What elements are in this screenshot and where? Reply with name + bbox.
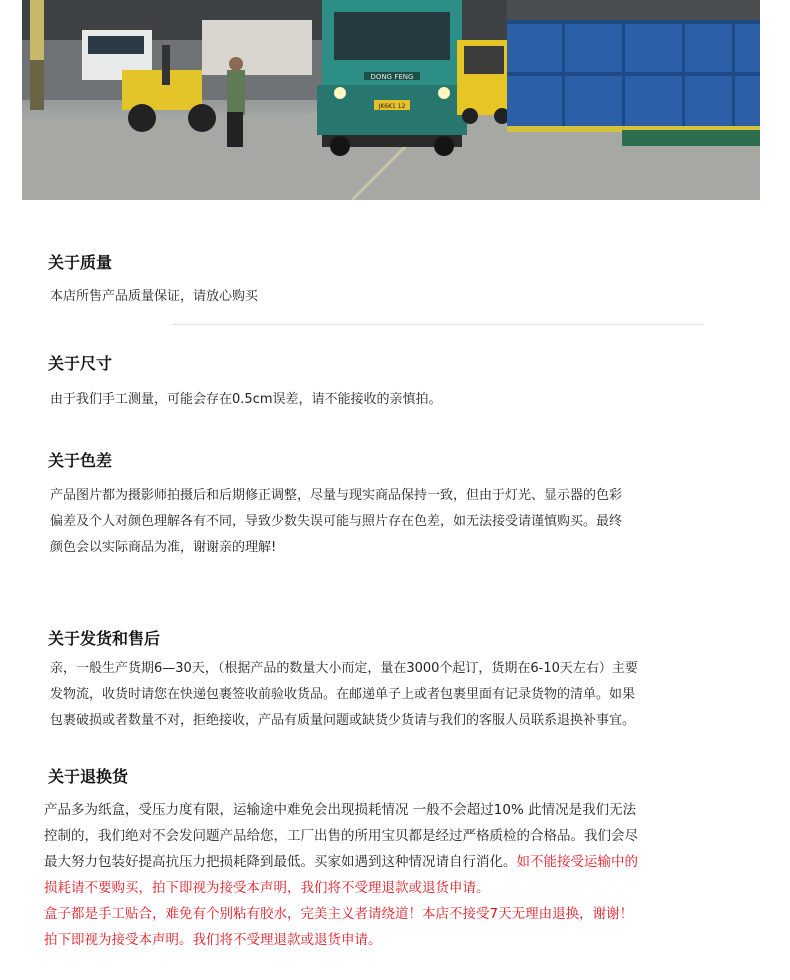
truck-badge-text: DONG FENG bbox=[370, 73, 414, 81]
returns-line-1: 产品多为纸盒，受压力度有限，运输途中难免会出现损耗情况 一般不会超过10% 此情况是我们无法 bbox=[44, 802, 637, 818]
returns-line-2: 控制的，我们绝对不会发问题产品给您，工厂出售的所用宝贝都是经过严格质检的合格品。我们会尽 bbox=[44, 828, 638, 844]
returns-title: 关于退换货 bbox=[48, 767, 129, 786]
size-title: 关于尺寸 bbox=[48, 354, 113, 373]
returns-paragraph bbox=[44, 797, 764, 953]
returns-warning-text: 如不能接受运输中的 bbox=[516, 854, 638, 870]
quality-text: 本店所售产品质量保证，请放心购买 bbox=[50, 289, 259, 304]
returns-warning-line-5: 盒子都是手工贴合，难免有个别粘有胶水，完美主义者请绕道！本店不接受7天无理由退换，谢谢！ bbox=[44, 906, 634, 922]
color-line-3: 颜色会以实际商品为准，谢谢亲的理解! bbox=[50, 540, 277, 555]
returns-warning-line-4: 损耗请不要购买，拍下即视为接受本声明，我们将不受理退款或退货申请。 bbox=[44, 880, 490, 896]
shipping-line-3: 包裹破损或者数量不对，拒绝接收，产品有质量问题或缺货少货请与我们的客服人员联系退换补事宜。 bbox=[50, 713, 636, 728]
color-title: 关于色差 bbox=[48, 451, 113, 470]
truck-plate-text: JK6K1 12 bbox=[378, 103, 406, 110]
color-line-2: 偏差及个人对颜色理解各有不同，导致少数失误可能与照片存在色差，如无法接受请谨慎购买。最终 bbox=[50, 514, 623, 529]
returns-warning-line-6: 拍下即视为接受本声明。我们将不受理退款或退货申请。 bbox=[44, 932, 382, 948]
returns-line-3 bbox=[44, 849, 764, 875]
shipping-paragraph bbox=[50, 656, 638, 734]
shipping-line-1: 亲，一般生产货期6—30天，（根据产品的数量大小而定，量在3000个起订，货期在6-10天左右）主要 bbox=[50, 661, 638, 676]
shipping-line-2: 发物流，收货时请您在快递包裹签收前验收货品。在邮递单子上或者包裹里面有记录货物的清单。如果 bbox=[50, 687, 636, 702]
quality-title: 关于质量 bbox=[48, 253, 113, 272]
color-line-1: 产品图片都为摄影师拍摄后和后期修正调整，尽量与现实商品保持一致，但由于灯光、显示器的色彩 bbox=[50, 488, 623, 503]
size-text: 由于我们手工测量，可能会存在0.5cm误差，请不能接收的亲慎拍。 bbox=[50, 392, 442, 407]
warehouse-scene bbox=[22, 0, 760, 200]
shipping-title: 关于发货和售后 bbox=[48, 629, 161, 648]
section-divider bbox=[172, 324, 704, 325]
color-paragraph bbox=[50, 483, 622, 561]
returns-line-3-text: 最大努力包装好提高抗压力把损耗降到最低。买家如遇到这种情况请自行消化。 bbox=[44, 854, 517, 870]
warehouse-photo bbox=[22, 0, 760, 200]
